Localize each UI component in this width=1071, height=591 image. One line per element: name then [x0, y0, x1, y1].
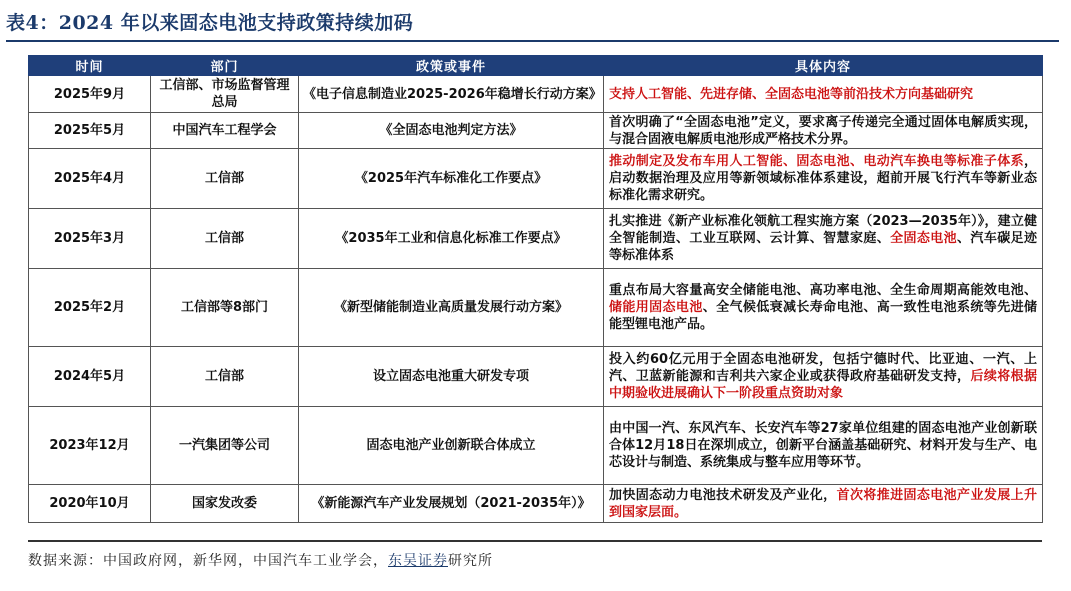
source-note: [28, 550, 493, 570]
table-row: [29, 269, 1043, 347]
highlighted-text: 全固态电池: [890, 231, 958, 246]
header-time: 时间: [29, 56, 151, 76]
table-title: 表4：2024 年以来固态电池支持政策持续加码: [6, 12, 414, 34]
row-policy: 《新型储能制造业高质量发展行动方案》: [299, 269, 604, 347]
source-divider: [28, 540, 1042, 542]
row-policy: 《2025年汽车标准化工作要点》: [299, 149, 604, 209]
table-header-row: [29, 56, 1043, 76]
content-text: 扎实推进《新产业标准化领航工程实施方案（2023—2035年）》，建立健全智能制造、工业互联网、云计算、智慧家庭、: [609, 214, 1037, 246]
table-row: [29, 113, 1043, 149]
row-department: 一汽集团等公司: [151, 407, 299, 485]
row-department: 工信部: [151, 149, 299, 209]
row-time: 2025年4月: [29, 149, 151, 209]
table-body: [29, 76, 1043, 523]
table-row: [29, 76, 1043, 113]
row-department: 工信部等8部门: [151, 269, 299, 347]
header-policy: 政策或事件: [299, 56, 604, 76]
source-prefix: 数据来源：中国政府网，新华网，中国汽车工业学会，: [28, 553, 388, 569]
highlighted-text: 储能用固态电池: [609, 300, 703, 315]
row-content: [604, 149, 1043, 209]
policy-table: [28, 55, 1043, 523]
row-department: 国家发改委: [151, 485, 299, 523]
content-text: 投入约60亿元用于全固态电池研发，包括宁德时代、比亚迪、一汽、上汽、卫蓝新能源和吉利共六家企业或获得政府基础研发支持，: [609, 352, 1037, 384]
row-content: [604, 347, 1043, 407]
row-policy: 《2035年工业和信息化标准工作要点》: [299, 209, 604, 269]
row-time: 2025年5月: [29, 113, 151, 149]
row-content: [604, 209, 1043, 269]
row-department: 工信部: [151, 347, 299, 407]
row-content: [604, 76, 1043, 113]
table-row: [29, 149, 1043, 209]
source-suffix: 研究所: [448, 553, 493, 569]
row-content: [604, 113, 1043, 149]
row-time: 2023年12月: [29, 407, 151, 485]
row-content: [604, 407, 1043, 485]
row-time: 2024年5月: [29, 347, 151, 407]
row-policy: 固态电池产业创新联合体成立: [299, 407, 604, 485]
highlighted-text: 首次将推进固态电池产业发展上升到国家层面。: [609, 487, 1037, 520]
content-text: 首次明确了“全固态电池”定义，要求离子传递完全通过固体电解质实现，与混合固液电解质电池形成严格技术分界。: [609, 114, 1037, 147]
row-department: 工信部: [151, 209, 299, 269]
row-policy: 《全固态电池判定方法》: [299, 113, 604, 149]
header-content: 具体内容: [604, 56, 1043, 76]
content-text: 、全气候低衰减长寿命电池、高一致性电池系统等先进储能型锂电池产品。: [609, 300, 1037, 332]
table-row: [29, 485, 1043, 523]
row-department: 工信部、市场监督管理总局: [151, 76, 299, 113]
table-row: [29, 347, 1043, 407]
highlighted-text: 推动制定及发布车用人工智能、固态电池、电动汽车换电等标准子体系: [609, 154, 1024, 169]
row-content: [604, 485, 1043, 523]
header-department: 部门: [151, 56, 299, 76]
source-link[interactable]: 东吴证券: [388, 553, 448, 569]
row-policy: 《新能源汽车产业发展规划（2021-2035年）》: [299, 485, 604, 523]
content-text: 、汽车碳足迹等标准体系: [609, 231, 1037, 263]
row-time: 2025年3月: [29, 209, 151, 269]
content-text: 由中国一汽、东风汽车、长安汽车等27家单位组建的固态电池产业创新联合体12月18日在深圳成立，创新平台涵盖基础研究、材料开发与生产、电芯设计与制造、系统集成与整车应用等环节。: [609, 421, 1037, 470]
content-text: 加快固态动力电池技术研发及产业化，: [609, 487, 837, 503]
highlighted-text: 支持人工智能、先进存储、全固态电池等前沿技术方向基础研究: [609, 86, 974, 102]
row-time: 2025年9月: [29, 76, 151, 113]
content-text: 重点布局大容量高安全储能电池、高功率电池、全生命周期高能效电池、: [609, 283, 1037, 298]
row-policy: 《电子信息制造业2025-2026年稳增长行动方案》: [299, 76, 604, 113]
row-time: 2020年10月: [29, 485, 151, 523]
content-text: ，启动数据治理及应用等新领域标准体系建设，超前开展飞行汽车等新业态标准化需求研究。: [609, 154, 1037, 203]
row-content: [604, 269, 1043, 347]
highlighted-text: 后续将根据中期验收进展确认下一阶段重点资助对象: [609, 369, 1037, 401]
row-time: 2025年2月: [29, 269, 151, 347]
table-row: [29, 209, 1043, 269]
row-department: 中国汽车工程学会: [151, 113, 299, 149]
row-policy: 设立固态电池重大研发专项: [299, 347, 604, 407]
table-row: [29, 407, 1043, 485]
title-divider: [6, 40, 1059, 42]
